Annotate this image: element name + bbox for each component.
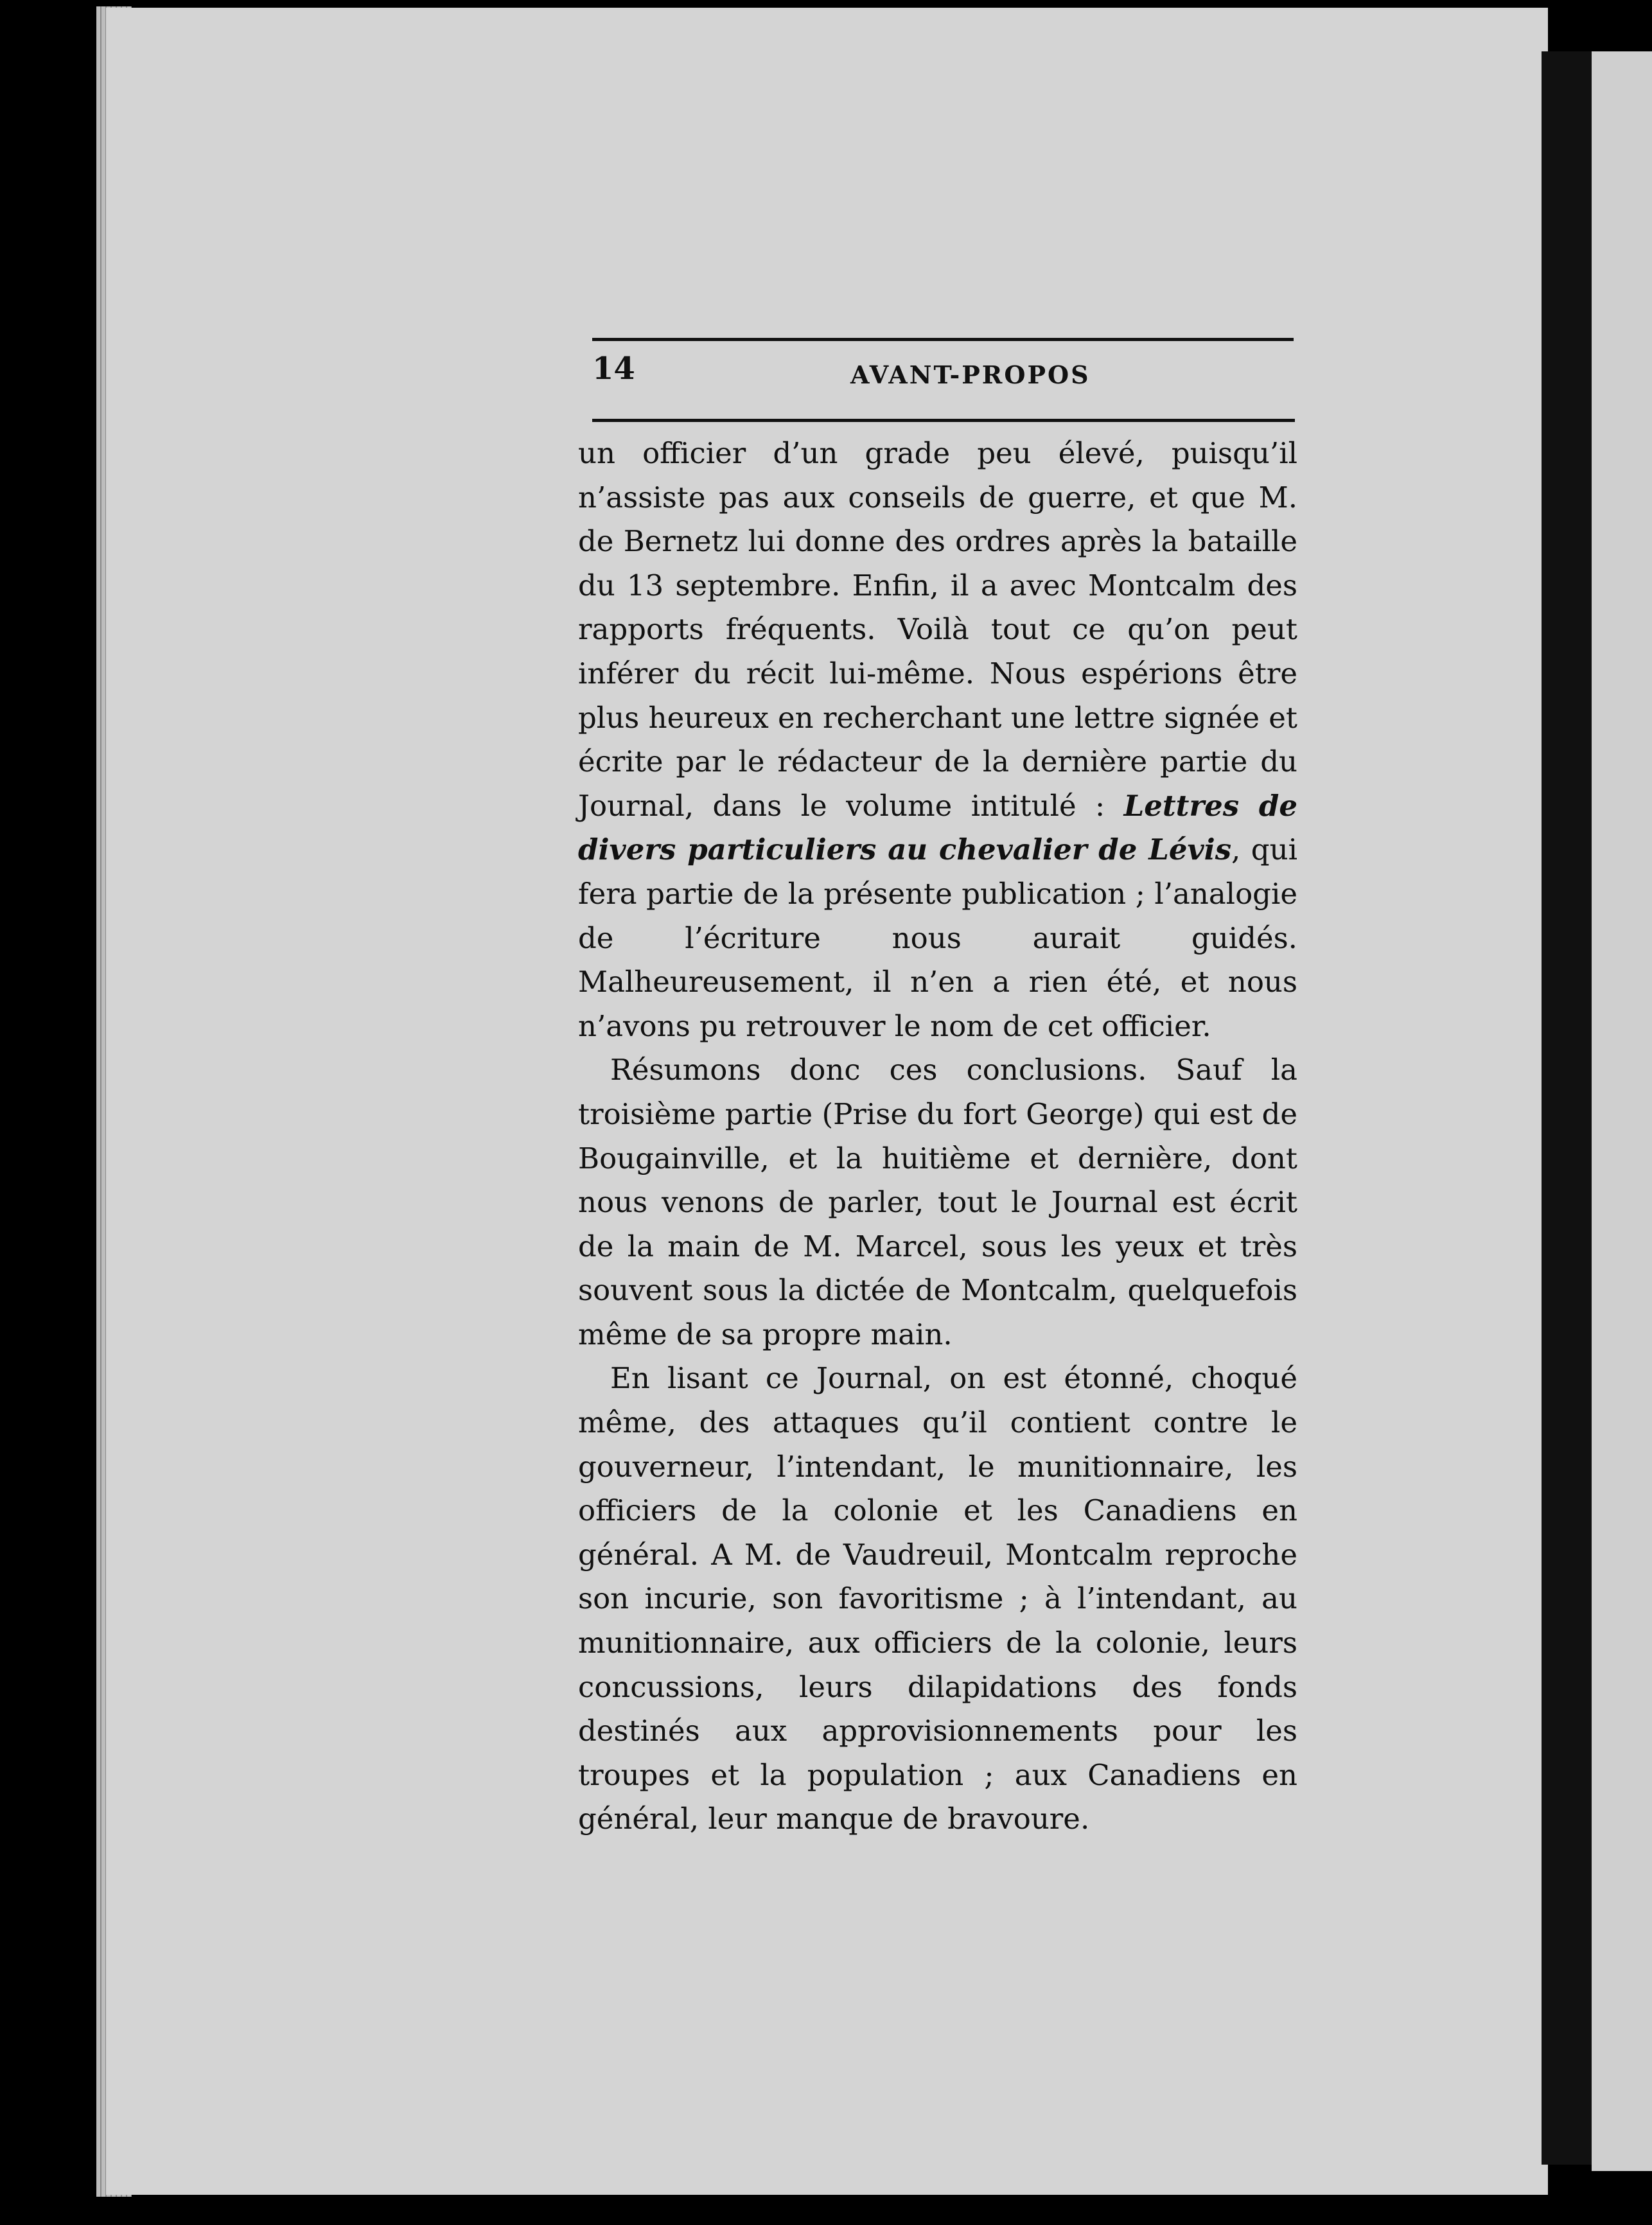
section-title: AVANT-PROPOS xyxy=(850,360,1091,389)
page-number: 14 xyxy=(592,351,635,387)
body-text xyxy=(578,432,1297,1842)
running-head xyxy=(592,340,1295,416)
header-rule-bottom xyxy=(592,419,1295,422)
binding-gutter xyxy=(1542,51,1592,2165)
paragraph-1 xyxy=(578,432,1297,1048)
paragraph-3: En lisant ce Journal, on est étonné, choqué même, des attaques qu’il contient contre le gouverneur, l’intendant, le munitionnaire, les officiers de la colonie et les Canadiens en général. A M. de Vaudreuil, Montcalm reproche son incurie, son favoritisme ; à l’intendant, au munitionnaire, aux officiers de la colonie, leurs concussions, leurs dilapidations des fonds destinés aux approvisionnements pour les troupes et la population ; aux Canadiens en général, leur manque de bravoure. xyxy=(578,1361,1297,1836)
book-title-italic: Lettres de divers particuliers au chevalier de Lévis xyxy=(578,788,1297,867)
paragraph-1-text-a: un officier d’un grade peu élevé, puisqu’il n’assiste pas aux conseils de guerre, et que M. de Bernetz lui donne des ordres après la bataille du 13 septembre. Enfin, il a avec Montcalm des rapports fréquents. Voilà tout ce qu’on peut inférer du récit lui-même. Nous espérions être plus heureux en recherchant une lettre signée et écrite par le rédacteur de la dernière partie du Journal, dans le volume intitulé : xyxy=(578,436,1297,823)
facing-page-edge xyxy=(1592,51,1652,2171)
paragraph-2: Résumons donc ces conclusions. Sauf la troisième partie (Prise du fort George) qui est de Bougainville, et la huitième et dernière, dont nous venons de parler, tout le Journal est écrit de la main de M. Marcel, sous les yeux et très souvent sous la dictée de Montcalm, quelquefois même de sa propre main. xyxy=(578,1053,1297,1351)
paragraph-1-text-b: , qui fera partie de la présente publication ; l’analogie de l’écriture nous aurait guidés. Malheureusement, il n’en a rien été, et nous n’avons pu retrouver le nom de cet officier. xyxy=(578,832,1297,1043)
